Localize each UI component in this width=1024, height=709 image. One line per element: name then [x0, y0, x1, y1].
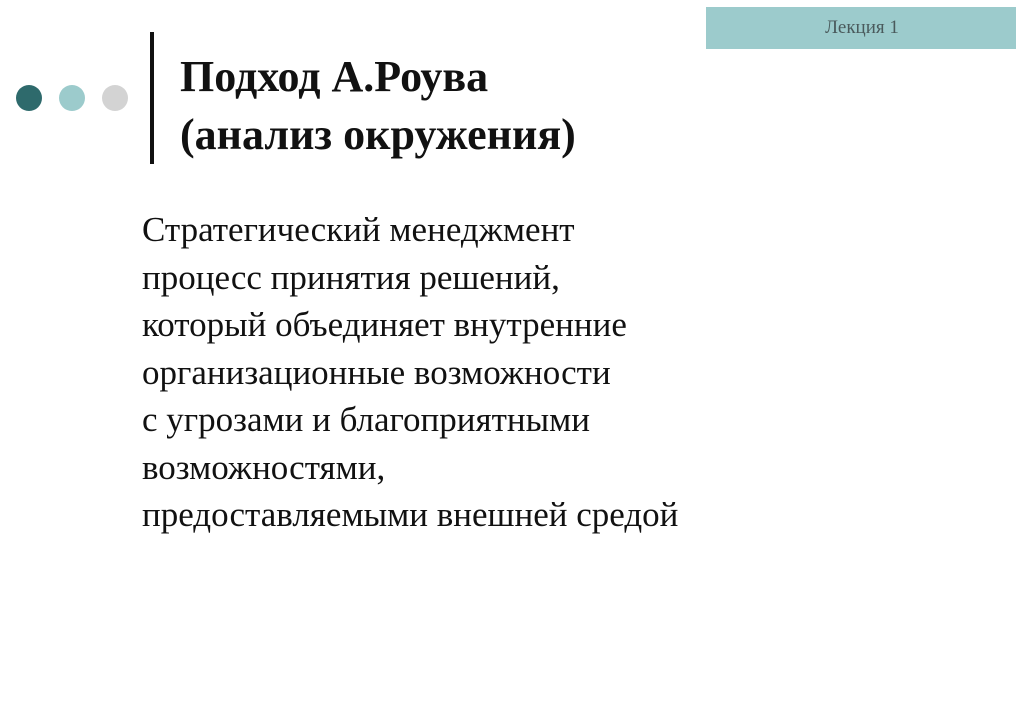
body-line: предоставляемыми внешней средой — [142, 495, 679, 534]
lecture-label: Лекция 1 — [706, 7, 1016, 49]
body-line: процесс принятия решений, — [142, 257, 560, 297]
body-line: Стратегический менеджмент — [142, 210, 575, 249]
title-line: (анализ окружения) — [180, 110, 576, 159]
light-teal-dot-icon — [59, 85, 85, 111]
slide-title — [180, 48, 576, 164]
body-line: который объединяет внутренние — [142, 305, 627, 344]
body-line: организационные возможности — [142, 352, 611, 392]
dark-teal-dot-icon — [16, 85, 42, 111]
decorative-dots — [16, 85, 128, 111]
title-line: Подход А.Роува — [180, 52, 489, 101]
slide-body-text — [142, 206, 678, 539]
body-line: с угрозами и благоприятными — [142, 400, 591, 439]
gray-dot-icon — [102, 85, 128, 111]
body-line: возможностями, — [142, 447, 386, 487]
title-divider — [150, 32, 154, 164]
